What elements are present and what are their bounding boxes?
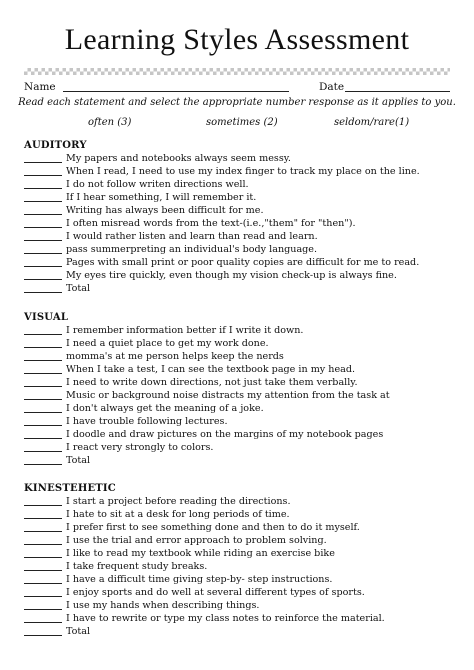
list-item: When I take a test, I can see the textbook page in my head. (24, 364, 464, 376)
rating-scale (0, 116, 474, 130)
answer-blank[interactable] (24, 518, 62, 519)
list-item: I prefer first to see something done and then to do it myself. (24, 522, 464, 534)
list-item: I doodle and draw pictures on the margins of my notebook pages (24, 429, 464, 441)
list-item: I need to write down directions, not just take them verbally. (24, 377, 464, 389)
answer-blank[interactable] (24, 544, 62, 545)
total-row: Total (24, 283, 464, 295)
list-item: I don't always get the meaning of a joke. (24, 403, 464, 415)
list-item: I have a difficult time giving step-by- step instructions. (24, 574, 464, 586)
answer-blank[interactable] (24, 557, 62, 558)
answer-blank[interactable] (24, 399, 62, 400)
list-item: I remember information better if I write it down. (24, 325, 464, 337)
answer-blank[interactable] (24, 240, 62, 241)
list-item: When I read, I need to use my index finger to track my place on the line. (24, 166, 464, 178)
list-item: I take frequent study breaks. (24, 561, 464, 573)
scale-seldom: seldom/rare(1) (334, 117, 410, 128)
name-label: Name (24, 81, 56, 93)
list-item: My eyes tire quickly, even though my vision check-up is always fine. (24, 270, 464, 282)
scale-sometimes: sometimes (2) (206, 117, 278, 128)
list-item: I use the trial and error approach to problem solving. (24, 535, 464, 547)
answer-blank[interactable] (24, 188, 62, 189)
section-title-kinesthetic: KINESTEHETIC (24, 483, 116, 494)
answer-blank[interactable] (24, 373, 62, 374)
date-label: Date (319, 81, 345, 93)
date-field[interactable] (345, 91, 450, 92)
list-item: I start a project before reading the directions. (24, 496, 464, 508)
answer-blank[interactable] (24, 266, 62, 267)
scale-often: often (3) (88, 117, 132, 128)
answer-blank[interactable] (24, 412, 62, 413)
list-item: momma's at me person helps keep the nerds (24, 351, 464, 363)
instructions: Read each statement and select the appropriate number response as it applies to you. (18, 97, 456, 108)
answer-blank[interactable] (24, 201, 62, 202)
answer-blank[interactable] (24, 279, 62, 280)
list-item: I do not follow writen directions well. (24, 179, 464, 191)
answer-blank[interactable] (24, 596, 62, 597)
answer-blank[interactable] (24, 531, 62, 532)
list-item: My papers and notebooks always seem messy. (24, 153, 464, 165)
name-field[interactable] (63, 91, 289, 92)
list-item: pass summerpreting an individual's body language. (24, 244, 464, 256)
list-item: I like to read my textbook while riding an exercise bike (24, 548, 464, 560)
list-item: Music or background noise distracts my attention from the task at (24, 390, 464, 402)
total-row: Total (24, 455, 464, 467)
answer-blank[interactable] (24, 438, 62, 439)
list-item: Pages with small print or poor quality copies are difficult for me to read. (24, 257, 464, 269)
answer-blank[interactable] (24, 570, 62, 571)
answer-blank[interactable] (24, 227, 62, 228)
list-item: If I hear something, I will remember it. (24, 192, 464, 204)
list-item: I have trouble following lectures. (24, 416, 464, 428)
answer-blank[interactable] (24, 386, 62, 387)
answer-blank[interactable] (24, 451, 62, 452)
answer-blank[interactable] (24, 214, 62, 215)
answer-blank[interactable] (24, 622, 62, 623)
list-item: I would rather listen and learn than read and learn. (24, 231, 464, 243)
answer-blank[interactable] (24, 360, 62, 361)
section-title-visual: VISUAL (24, 312, 69, 323)
list-item: I enjoy sports and do well at several different types of sports. (24, 587, 464, 599)
answer-blank[interactable] (24, 175, 62, 176)
list-item: I need a quiet place to get my work done. (24, 338, 464, 350)
name-date-row (24, 80, 450, 94)
answer-blank[interactable] (24, 583, 62, 584)
list-item: Writing has always been difficult for me. (24, 205, 464, 217)
answer-blank[interactable] (24, 334, 62, 335)
total-row: Total (24, 626, 464, 638)
list-item: I often misread words from the text-(i.e.,"them" for "then"). (24, 218, 464, 230)
total-blank[interactable] (24, 292, 62, 293)
list-item: I use my hands when describing things. (24, 600, 464, 612)
total-blank[interactable] (24, 464, 62, 465)
answer-blank[interactable] (24, 505, 62, 506)
list-item: I react very strongly to colors. (24, 442, 464, 454)
list-item: I hate to sit at a desk for long periods of time. (24, 509, 464, 521)
answer-blank[interactable] (24, 162, 62, 163)
answer-blank[interactable] (24, 609, 62, 610)
total-blank[interactable] (24, 635, 62, 636)
answer-blank[interactable] (24, 425, 62, 426)
decorative-divider (24, 68, 450, 75)
answer-blank[interactable] (24, 253, 62, 254)
page-title: Learning Styles Assessment (64, 23, 410, 56)
answer-blank[interactable] (24, 347, 62, 348)
section-title-auditory: AUDITORY (24, 140, 87, 151)
list-item: I have to rewrite or type my class notes to reinforce the material. (24, 613, 464, 625)
